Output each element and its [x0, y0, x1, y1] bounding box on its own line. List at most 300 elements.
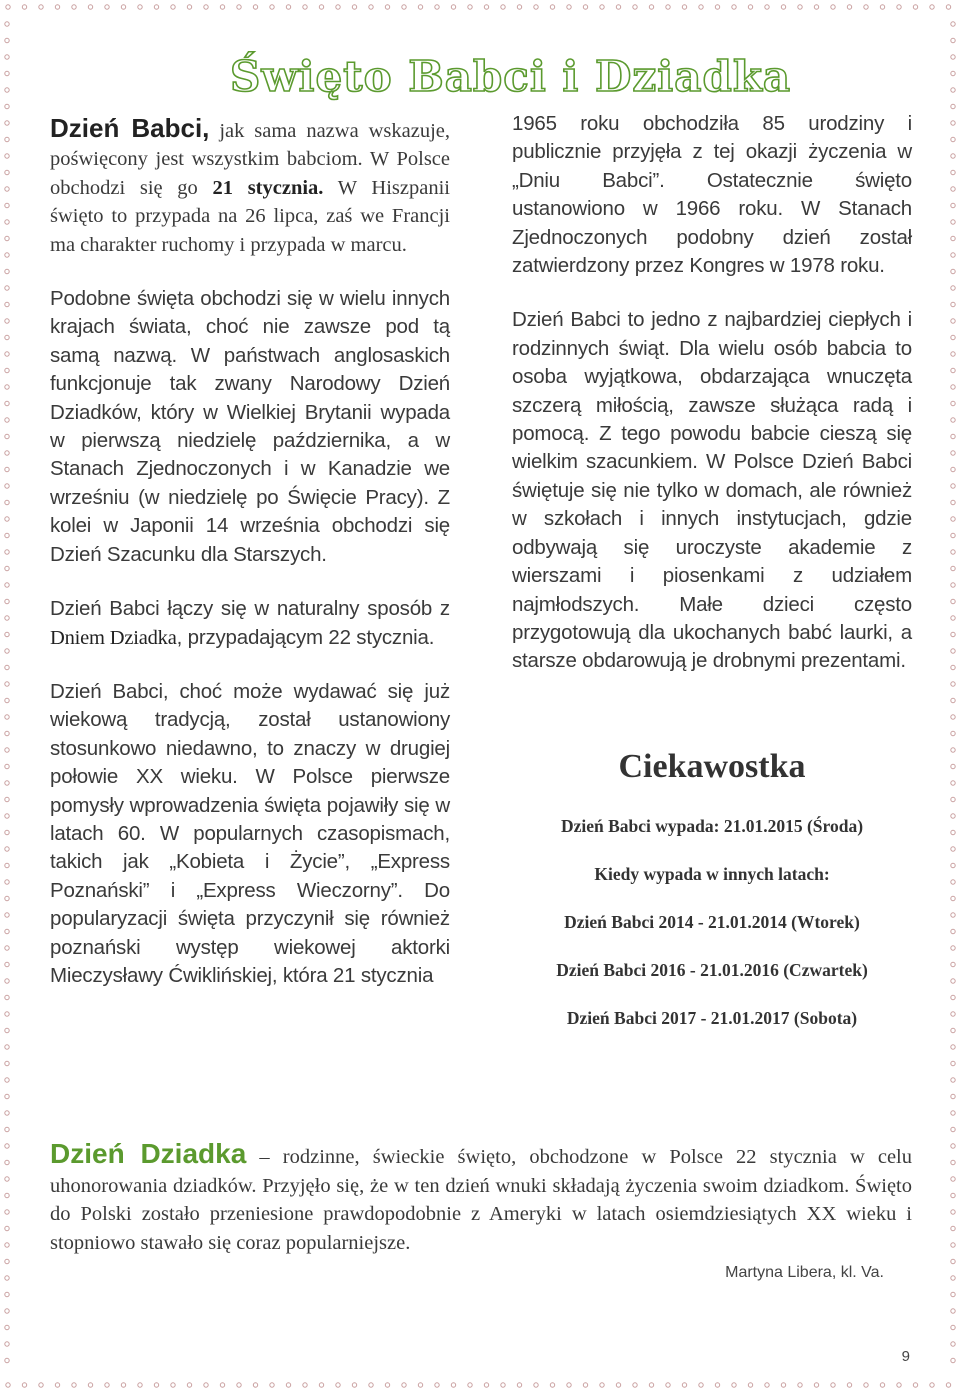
border-ornament	[732, 5, 736, 9]
paragraph-history-continued: 1965 roku obchodziła 85 urodziny i publicznie przyjęła z tej okazji życzenia w „Dniu Babci”. Ostatecznie święto ustanowiono w 1966 roku. W Stanach Zjednoczonych podobny dzień został zatwierdzony przez Kongres w 1978 roku.	[512, 112, 912, 278]
border-ornament	[5, 715, 9, 719]
border-ornament	[666, 1383, 670, 1387]
border-ornament	[5, 401, 9, 405]
ciekawostka-line: Dzień Babci 2014 - 21.01.2014 (Wtorek)	[564, 912, 860, 932]
border-ornament	[600, 1383, 604, 1387]
border-ornament	[187, 5, 191, 9]
border-ornament	[5, 781, 9, 785]
border-ornament	[385, 5, 389, 9]
border-ornament	[951, 731, 955, 735]
border-ornament	[951, 1028, 955, 1032]
border-ornament	[5, 550, 9, 554]
bold-date: 21 stycznia.	[212, 176, 324, 199]
border-ornament	[72, 1383, 76, 1387]
border-ornament	[951, 71, 955, 75]
border-ornament	[951, 583, 955, 587]
border-ornament	[847, 5, 851, 9]
border-ornament	[831, 5, 835, 9]
border-ornament	[951, 682, 955, 686]
border-ornament	[951, 500, 955, 504]
border-ornament	[864, 5, 868, 9]
border-ornament	[748, 1383, 752, 1387]
border-ornament	[951, 38, 955, 42]
border-ornament	[435, 1383, 439, 1387]
border-ornament	[138, 1383, 142, 1387]
border-ornament	[5, 1111, 9, 1115]
border-ornament	[5, 1309, 9, 1313]
border-ornament	[88, 1383, 92, 1387]
border-ornament	[5, 1325, 9, 1329]
border-ornament	[951, 1094, 955, 1098]
border-ornament	[5, 880, 9, 884]
border-ornament	[951, 797, 955, 801]
border-ornament	[951, 154, 955, 158]
border-ornament	[5, 649, 9, 653]
border-ornament	[5, 269, 9, 273]
border-ornament	[5, 335, 9, 339]
border-ornament	[154, 1383, 158, 1387]
border-ornament	[5, 1276, 9, 1280]
border-ornament	[951, 550, 955, 554]
border-ornament	[951, 830, 955, 834]
border-ornament	[913, 5, 917, 9]
border-ornament	[484, 5, 488, 9]
border-ornament	[5, 995, 9, 999]
border-ornament	[946, 5, 950, 9]
border-ornament	[5, 632, 9, 636]
border-ornament	[5, 451, 9, 455]
border-ornament	[946, 1383, 950, 1387]
border-ornament	[951, 632, 955, 636]
border-ornament	[951, 929, 955, 933]
border-ornament	[814, 1383, 818, 1387]
border-ornament	[468, 5, 472, 9]
border-ornament	[418, 1383, 422, 1387]
border-ornament	[666, 5, 670, 9]
border-ornament	[951, 88, 955, 92]
border-ornament	[5, 500, 9, 504]
border-ornament	[951, 484, 955, 488]
border-ornament	[951, 236, 955, 240]
border-ornament	[951, 1243, 955, 1247]
border-ornament	[5, 566, 9, 570]
border-ornament	[121, 5, 125, 9]
border-ornament	[5, 764, 9, 768]
border-ornament	[121, 1383, 125, 1387]
border-ornament	[951, 302, 955, 306]
border-ornament	[55, 5, 59, 9]
border-ornament	[253, 1383, 257, 1387]
border-ornament	[352, 1383, 356, 1387]
border-ornament	[237, 1383, 241, 1387]
border-ornament	[336, 5, 340, 9]
border-ornament	[951, 22, 955, 26]
left-column	[50, 114, 450, 1016]
border-ornament	[5, 913, 9, 917]
border-ornament	[5, 104, 9, 108]
border-ornament	[951, 335, 955, 339]
border-ornament	[5, 352, 9, 356]
border-ornament	[951, 566, 955, 570]
border-ornament	[951, 1259, 955, 1263]
border-ornament	[5, 1193, 9, 1197]
border-ornament	[5, 319, 9, 323]
border-ornament	[649, 1383, 653, 1387]
lead-dzien-babci: Dzień Babci,	[50, 113, 210, 143]
border-ornament	[5, 1226, 9, 1230]
border-ornament	[286, 1383, 290, 1387]
border-ornament	[237, 5, 241, 9]
border-ornament	[951, 995, 955, 999]
text: jak sama nazwa wskazuje, poświęcony jest wszystkim babciom. W Polsce obchodzi się go	[50, 120, 450, 199]
border-ornament	[633, 1383, 637, 1387]
border-ornament	[5, 1127, 9, 1131]
border-ornament	[385, 1383, 389, 1387]
border-ornament	[951, 1309, 955, 1313]
border-ornament	[550, 1383, 554, 1387]
ciekawostka-line: Kiedy wypada w innych latach:	[594, 864, 830, 884]
border-ornament	[951, 1193, 955, 1197]
border-ornament	[5, 665, 9, 669]
bold-dniem-dziadka: Dniem Dziadka	[50, 626, 177, 649]
border-ornament	[402, 1383, 406, 1387]
border-ornament	[951, 1078, 955, 1082]
border-ornament	[154, 5, 158, 9]
border-ornament	[814, 5, 818, 9]
border-ornament	[951, 104, 955, 108]
border-ornament	[951, 517, 955, 521]
border-ornament	[951, 698, 955, 702]
border-ornament	[204, 5, 208, 9]
text: , przypadającym 22 stycznia.	[176, 625, 435, 649]
border-ornament	[951, 1276, 955, 1280]
ciekawostka-heading: Ciekawostka	[618, 748, 806, 785]
ciekawostka-line: Dzień Babci 2016 - 21.01.2016 (Czwartek)	[556, 960, 868, 980]
border-ornament	[5, 533, 9, 537]
border-ornament	[951, 979, 955, 983]
border-ornament	[517, 1383, 521, 1387]
border-ornament	[951, 814, 955, 818]
border-ornament	[451, 1383, 455, 1387]
border-ornament	[5, 1078, 9, 1082]
border-ornament	[682, 1383, 686, 1387]
border-ornament	[951, 170, 955, 174]
border-ornament	[402, 5, 406, 9]
border-ornament	[5, 467, 9, 471]
border-ornament	[204, 1383, 208, 1387]
border-ornament	[951, 1226, 955, 1230]
border-ornament	[5, 253, 9, 257]
page-title: Święto Babci i Dziadka	[230, 52, 792, 101]
border-ornament	[5, 38, 9, 42]
border-ornament	[583, 5, 587, 9]
border-ornament	[105, 5, 109, 9]
border-ornament	[5, 302, 9, 306]
border-ornament	[951, 253, 955, 257]
border-ornament	[897, 5, 901, 9]
border-ornament	[781, 1383, 785, 1387]
border-ornament	[5, 830, 9, 834]
border-ornament	[951, 1292, 955, 1296]
border-ornament	[732, 1383, 736, 1387]
border-ornament	[5, 55, 9, 59]
paragraph-other-countries: Podobne święta obchodzi się w wielu innych krajach świata, choć nie zawsze pod tą samą nazwą. W państwach anglosaskich funkcjonuje tak zwany Narodowy Dzień Dziadków, który w Wielkiej Brytanii wypada w pierwszą niedzielę października, a w Stanach Zjednoczonych i w Kanadzie we wrześniu (w niedzielę po Święcie Pracy). Z kolei w Japonii 14 września obchodzi się Dzień Szacunku dla Starszych.	[50, 287, 450, 566]
border-ornament	[550, 5, 554, 9]
border-ornament	[600, 5, 604, 9]
border-ornament	[39, 5, 43, 9]
border-ornament	[5, 797, 9, 801]
border-ornament	[5, 847, 9, 851]
border-ornament	[715, 5, 719, 9]
border-ornament	[270, 1383, 274, 1387]
border-ornament	[951, 599, 955, 603]
border-ornament	[951, 385, 955, 389]
border-ornament	[303, 5, 307, 9]
border-ornament	[5, 236, 9, 240]
border-ornament	[951, 880, 955, 884]
border-ornament	[951, 847, 955, 851]
border-ornament	[22, 5, 26, 9]
border-ornament	[171, 5, 175, 9]
border-ornament	[951, 203, 955, 207]
border-ornament	[616, 5, 620, 9]
border-ornament	[5, 814, 9, 818]
border-ornament	[286, 5, 290, 9]
border-ornament	[5, 863, 9, 867]
border-ornament	[501, 1383, 505, 1387]
border-ornament	[951, 764, 955, 768]
border-ornament	[699, 5, 703, 9]
border-ornament	[951, 946, 955, 950]
border-ornament	[5, 368, 9, 372]
paragraph-history: Dzień Babci, choć może wydawać się już wiekową tradycją, został ustanowiony stosunkowo niedawno, to znaczy w drugiej połowie XX wieku. W Polsce pierwsze pomysły wprowadzenia święta pojawiły się w latach 60. W popularnych czasopismach, takich jak „Kobieta i Życie”, „Express Poznański” i „Express Wieczorny”. Do popularyzacji święta przyczynił się również poznański występ wiekowej aktorki Mieczysławy Ćwiklińskiej, która 21 stycznia	[50, 679, 450, 987]
border-ornament	[468, 1383, 472, 1387]
border-ornament	[435, 5, 439, 9]
border-ornament	[5, 1210, 9, 1214]
border-ornament	[567, 1383, 571, 1387]
border-ornament	[88, 5, 92, 9]
border-ornament	[930, 5, 934, 9]
border-ornament	[951, 1061, 955, 1065]
border-ornament	[352, 5, 356, 9]
border-ornament	[5, 962, 9, 966]
author-signature: Martyna Libera, kl. Va.	[725, 1264, 884, 1281]
border-ornament	[951, 1045, 955, 1049]
border-ornament	[253, 5, 257, 9]
border-ornament	[5, 1358, 9, 1362]
border-ornament	[72, 5, 76, 9]
border-ornament	[798, 1383, 802, 1387]
border-ornament	[369, 5, 373, 9]
border-ornament	[616, 1383, 620, 1387]
border-ornament	[5, 1045, 9, 1049]
border-ornament	[951, 55, 955, 59]
border-ornament	[847, 1383, 851, 1387]
border-ornament	[951, 1111, 955, 1115]
border-ornament	[880, 1383, 884, 1387]
border-ornament	[951, 896, 955, 900]
border-ornament	[649, 5, 653, 9]
border-ornament	[951, 649, 955, 653]
border-ornament	[55, 1383, 59, 1387]
border-ornament	[534, 1383, 538, 1387]
border-ornament	[880, 5, 884, 9]
border-ornament	[5, 121, 9, 125]
border-ornament	[5, 1061, 9, 1065]
border-ornament	[682, 5, 686, 9]
border-ornament	[583, 1383, 587, 1387]
paragraph-dzien-dziadka-link	[50, 595, 450, 652]
paragraph-dzien-dziadka	[50, 1140, 912, 1257]
border-ornament	[5, 698, 9, 702]
border-ornament	[5, 1028, 9, 1032]
border-ornament	[951, 533, 955, 537]
text: W Hiszpanii święto to przypada na 26 lipca, zaś we Francji ma charakter ruchomy i przypada w marcu.	[50, 176, 450, 256]
border-ornament	[5, 979, 9, 983]
border-ornament	[765, 5, 769, 9]
border-ornament	[951, 781, 955, 785]
border-ornament	[951, 1325, 955, 1329]
border-ornament	[951, 1177, 955, 1181]
border-ornament	[5, 154, 9, 158]
border-ornament	[5, 896, 9, 900]
border-ornament	[5, 748, 9, 752]
border-ornament	[418, 5, 422, 9]
border-ornament	[5, 731, 9, 735]
border-ornament	[187, 1383, 191, 1387]
border-ornament	[951, 418, 955, 422]
border-ornament	[5, 1144, 9, 1148]
border-ornament	[5, 1094, 9, 1098]
border-ornament	[5, 484, 9, 488]
border-ornament	[5, 187, 9, 191]
border-ornament	[951, 665, 955, 669]
border-ornament	[951, 1144, 955, 1148]
border-ornament	[951, 1210, 955, 1214]
border-ornament	[5, 517, 9, 521]
border-ornament	[220, 5, 224, 9]
border-ornament	[951, 368, 955, 372]
border-ornament	[913, 1383, 917, 1387]
border-ornament	[951, 748, 955, 752]
border-ornament	[951, 451, 955, 455]
border-ornament	[5, 583, 9, 587]
border-ornament	[715, 1383, 719, 1387]
border-ornament	[5, 1243, 9, 1247]
border-ornament	[831, 1383, 835, 1387]
border-ornament	[951, 401, 955, 405]
page-number: 9	[901, 1348, 910, 1365]
border-ornament	[369, 1383, 373, 1387]
border-ornament	[951, 352, 955, 356]
text: – rodzinne, świeckie święto, obchodzone w Polsce 22 stycznia w celu uhonorowania dziadków. Przyjęło się, że w ten dzień wnuki składają życzenia swoim dziadkom. Święto do Polski zostało przeniesione prawdopodobnie z Ameryki w latach osiemdziesiątych XX wieku i stopniowo stawało się coraz popularniejsze.	[50, 1146, 913, 1254]
border-ornament	[5, 1342, 9, 1346]
border-ornament	[451, 5, 455, 9]
border-ornament	[39, 1383, 43, 1387]
border-ornament	[781, 5, 785, 9]
right-column	[512, 110, 912, 702]
border-ornament	[951, 220, 955, 224]
border-ornament	[951, 467, 955, 471]
border-ornament	[951, 1012, 955, 1016]
border-ornament	[951, 1358, 955, 1362]
border-ornament	[5, 71, 9, 75]
border-ornament	[951, 1342, 955, 1346]
border-ornament	[699, 1383, 703, 1387]
border-ornament	[951, 269, 955, 273]
border-ornament	[5, 220, 9, 224]
border-ornament	[336, 1383, 340, 1387]
border-ornament	[5, 1177, 9, 1181]
border-ornament	[5, 434, 9, 438]
border-ornament	[5, 682, 9, 686]
border-ornament	[897, 1383, 901, 1387]
ciekawostka-line: Dzień Babci 2017 - 21.01.2017 (Sobota)	[566, 1008, 858, 1028]
border-ornament	[534, 5, 538, 9]
border-ornament	[220, 1383, 224, 1387]
border-ornament	[5, 1012, 9, 1016]
border-ornament	[6, 1383, 10, 1387]
border-ornament	[864, 1383, 868, 1387]
border-ornament	[951, 434, 955, 438]
border-ornament	[501, 5, 505, 9]
border-ornament	[5, 22, 9, 26]
border-ornament	[748, 5, 752, 9]
border-ornament	[5, 1259, 9, 1263]
border-ornament	[951, 863, 955, 867]
border-ornament	[951, 913, 955, 917]
border-ornament	[5, 170, 9, 174]
border-ornament	[5, 946, 9, 950]
border-ornament	[5, 616, 9, 620]
border-ornament	[270, 5, 274, 9]
border-ornament	[5, 203, 9, 207]
border-ornament	[6, 5, 10, 9]
text: Dzień Babci łączy się w naturalny sposób z	[50, 597, 450, 621]
border-ornament	[319, 5, 323, 9]
border-ornament	[951, 1127, 955, 1131]
border-ornament	[951, 715, 955, 719]
border-ornament	[951, 1160, 955, 1164]
ciekawostka-line: Dzień Babci wypada: 21.01.2015 (Środa)	[560, 816, 864, 836]
border-ornament	[5, 929, 9, 933]
border-ornament	[951, 616, 955, 620]
border-ornament	[22, 1383, 26, 1387]
border-ornament	[303, 1383, 307, 1387]
border-ornament	[951, 121, 955, 125]
border-ornament	[171, 1383, 175, 1387]
border-ornament	[951, 137, 955, 141]
border-ornament	[138, 5, 142, 9]
border-ornament	[105, 1383, 109, 1387]
border-ornament	[5, 385, 9, 389]
border-ornament	[5, 1160, 9, 1164]
lead-dzien-dziadka: Dzień Dziadka	[50, 1138, 247, 1169]
border-ornament	[5, 599, 9, 603]
paragraph-dzien-babci-intro	[50, 114, 450, 259]
border-ornament	[951, 286, 955, 290]
border-ornament	[517, 5, 521, 9]
border-ornament	[951, 962, 955, 966]
border-ornament	[5, 88, 9, 92]
border-ornament	[5, 418, 9, 422]
border-ornament	[930, 1383, 934, 1387]
border-ornament	[765, 1383, 769, 1387]
border-ornament	[484, 1383, 488, 1387]
border-ornament	[633, 5, 637, 9]
border-ornament	[798, 5, 802, 9]
paragraph-warm-holiday: Dzień Babci to jedno z najbardziej ciepłych i rodzinnych świąt. Dla wielu osób babcia to osoba wyjątkowa, obdarzająca wnuczęta szczerą miłością, zawsze służąca radą i pomocą. Z tego powodu babcie cieszą się wielkim szacunkiem. W Polsce Dzień Babci świętuje się nie tylko w domach, ale również w szkołach i innych instytucjach, gdzie odbywają się uroczyste akademie z wierszami i piosenkami z udziałem najmłodszych. Małe dzieci często przygotowują dla ukochanych babć laurki, a starsze obdarowują je drobnymi prezentami.	[512, 308, 912, 673]
